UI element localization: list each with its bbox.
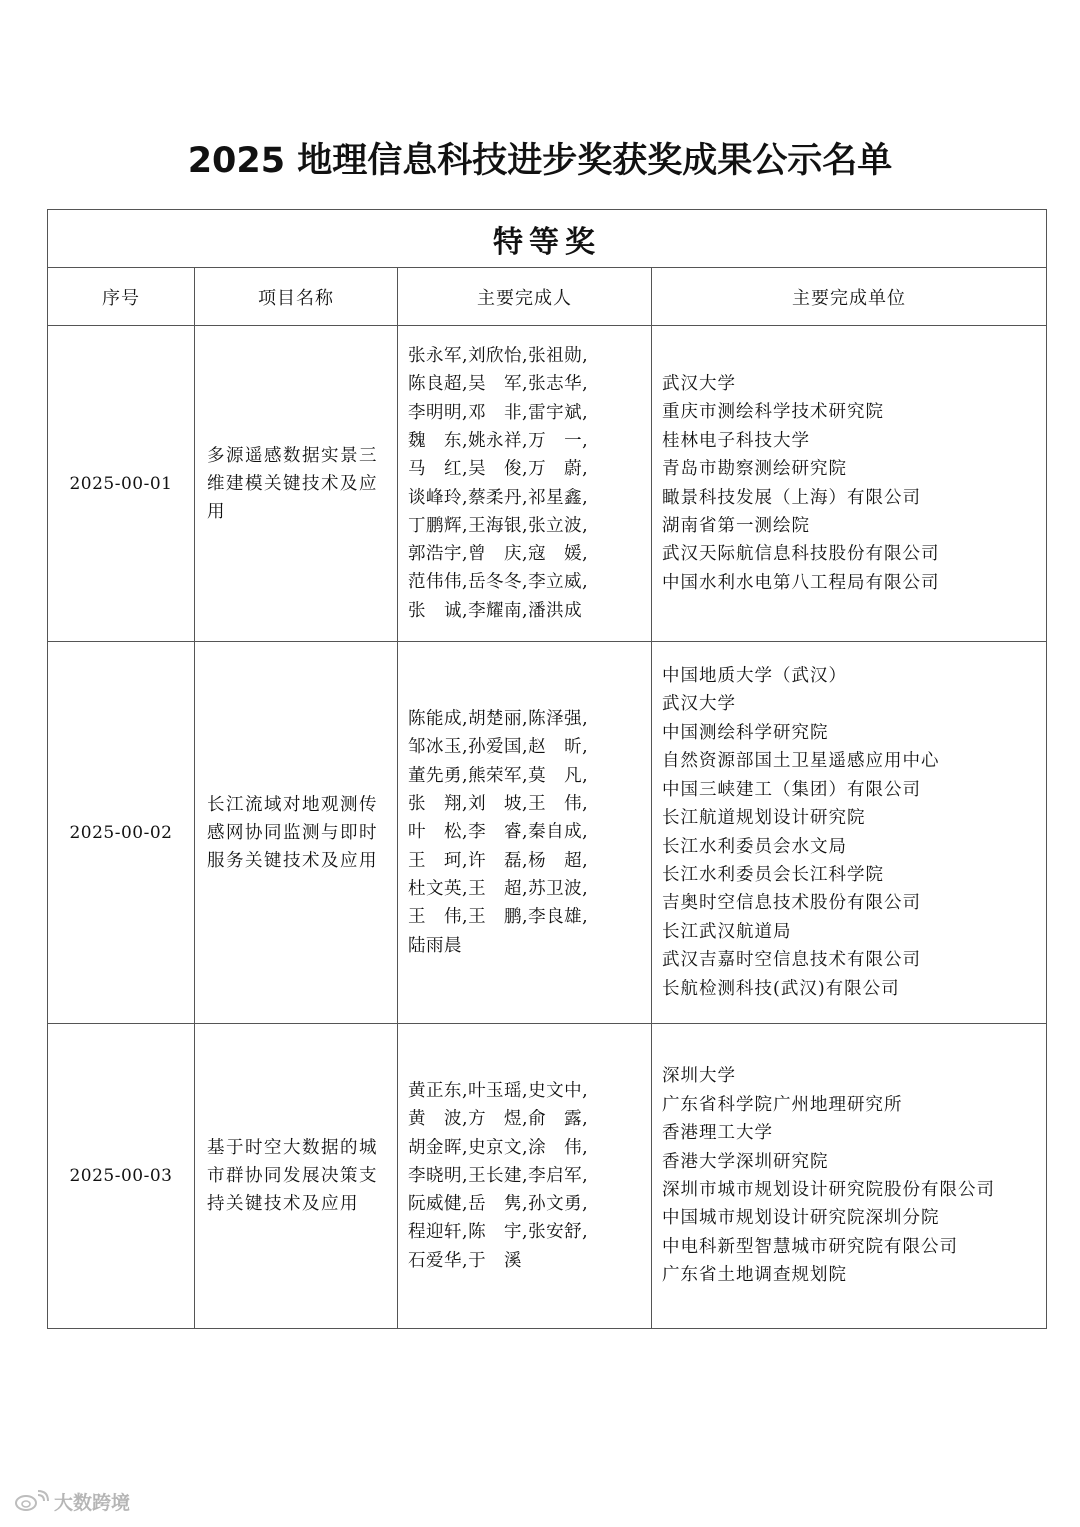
people-line: 陈能成,胡楚丽,陈泽强, bbox=[408, 709, 589, 730]
people-line: 黄 波,方 煜,俞 露, bbox=[408, 1109, 589, 1130]
people-line: 程迎轩,陈 宇,张安舒, bbox=[408, 1222, 589, 1243]
row-seq: 2025-00-02 bbox=[48, 642, 195, 1024]
watermark bbox=[14, 1488, 130, 1514]
people-line: 陆雨晨 bbox=[408, 935, 462, 956]
unit-line: 瞰景科技发展（上海）有限公司 bbox=[662, 487, 921, 508]
award-table bbox=[47, 209, 1047, 1329]
unit-line: 香港大学深圳研究院 bbox=[662, 1151, 829, 1172]
people-line: 马 红,吴 俊,万 蔚, bbox=[408, 459, 589, 480]
unit-line: 武汉大学 bbox=[662, 694, 736, 715]
unit-line: 长江水利委员会水文局 bbox=[662, 836, 847, 857]
weibo-logo-icon bbox=[14, 1489, 50, 1513]
unit-line: 湖南省第一测绘院 bbox=[662, 515, 810, 536]
unit-line: 广东省科学院广州地理研究所 bbox=[662, 1094, 903, 1115]
unit-line: 吉奥时空信息技术股份有限公司 bbox=[662, 893, 921, 914]
table-row bbox=[48, 642, 1047, 1024]
unit-line: 长航检测科技(武汉)有限公司 bbox=[662, 978, 900, 999]
unit-line: 自然资源部国土卫星遥感应用中心 bbox=[662, 751, 940, 772]
people-line: 李明明,邓 非,雷宇斌, bbox=[408, 402, 589, 423]
people-line: 邹冰玉,孙爱国,赵 昕, bbox=[408, 737, 589, 758]
unit-line: 武汉大学 bbox=[662, 373, 736, 394]
units-cell bbox=[652, 642, 1047, 1024]
people-line: 张 诚,李耀南,潘洪成 bbox=[408, 600, 583, 621]
people-line: 范伟伟,岳冬冬,李立威, bbox=[408, 572, 589, 593]
people-cell bbox=[398, 1024, 652, 1329]
column-header-units: 主要完成单位 bbox=[652, 268, 1047, 326]
column-header-seq: 序号 bbox=[48, 268, 195, 326]
people-cell bbox=[398, 326, 652, 642]
project-name: 基于时空大数据的城市群协同发展决策支持关键技术及应用 bbox=[195, 1024, 398, 1329]
units-cell bbox=[652, 1024, 1047, 1329]
row-seq: 2025-00-01 bbox=[48, 326, 195, 642]
people-line: 石爱华,于 溪 bbox=[408, 1250, 523, 1271]
people-line: 杜文英,王 超,苏卫波, bbox=[408, 878, 589, 899]
people-line: 丁鹏辉,王海银,张立波, bbox=[408, 515, 589, 536]
column-header-project: 项目名称 bbox=[195, 268, 398, 326]
unit-line: 武汉天际航信息科技股份有限公司 bbox=[662, 544, 940, 565]
unit-line: 重庆市测绘科学技术研究院 bbox=[662, 402, 884, 423]
watermark-text: 大数跨境 bbox=[54, 1491, 131, 1514]
people-line: 陈良超,吴 军,张志华, bbox=[408, 374, 589, 395]
people-line: 阮威健,岳 隽,孙文勇, bbox=[408, 1194, 589, 1215]
table-header-row bbox=[48, 268, 1047, 326]
people-line: 黄正东,叶玉瑶,史文中, bbox=[408, 1080, 589, 1101]
people-line: 叶 松,李 睿,秦自成, bbox=[408, 822, 589, 843]
people-line: 王 珂,许 磊,杨 超, bbox=[408, 850, 589, 871]
unit-line: 武汉吉嘉时空信息技术有限公司 bbox=[662, 950, 921, 971]
people-line: 张 翔,刘 坡,王 伟, bbox=[408, 794, 589, 815]
unit-line: 长江水利委员会长江科学院 bbox=[662, 864, 884, 885]
people-line: 胡金晖,史京文,涂 伟, bbox=[408, 1137, 589, 1158]
unit-line: 深圳大学 bbox=[662, 1066, 736, 1087]
row-seq: 2025-00-03 bbox=[48, 1024, 195, 1329]
unit-line: 青岛市勘察测绘研究院 bbox=[662, 459, 847, 480]
table-row bbox=[48, 326, 1047, 642]
people-line: 张永军,刘欣怡,张祖勋, bbox=[408, 346, 589, 367]
people-line: 魏 东,姚永祥,万 一, bbox=[408, 430, 589, 451]
unit-line: 长江航道规划设计研究院 bbox=[662, 808, 866, 829]
people-line: 谈峰玲,蔡柔丹,祁星鑫, bbox=[408, 487, 589, 508]
unit-line: 中电科新型智慧城市研究院有限公司 bbox=[662, 1236, 958, 1257]
units-cell bbox=[652, 326, 1047, 642]
people-line: 李晓明,王长建,李启军, bbox=[408, 1165, 589, 1186]
table-row bbox=[48, 1024, 1047, 1329]
unit-line: 桂林电子科技大学 bbox=[662, 430, 810, 451]
unit-line: 广东省土地调查规划院 bbox=[662, 1265, 847, 1286]
unit-line: 中国三峡建工（集团）有限公司 bbox=[662, 779, 921, 800]
unit-line: 深圳市城市规划设计研究院股份有限公司 bbox=[662, 1180, 995, 1200]
award-grade-heading: 特等奖 bbox=[48, 210, 1047, 268]
project-name: 多源遥感数据实景三维建模关键技术及应用 bbox=[195, 326, 398, 642]
unit-line: 长江武汉航道局 bbox=[662, 921, 792, 942]
unit-line: 中国地质大学（武汉） bbox=[662, 666, 847, 687]
people-line: 郭浩宇,曾 庆,寇 媛, bbox=[408, 544, 589, 565]
unit-line: 中国测绘科学研究院 bbox=[662, 722, 829, 743]
people-line: 王 伟,王 鹏,李良雄, bbox=[408, 907, 589, 928]
unit-line: 香港理工大学 bbox=[662, 1123, 773, 1144]
project-name: 长江流域对地观测传感网协同监测与即时服务关键技术及应用 bbox=[195, 642, 398, 1024]
unit-line: 中国水利水电第八工程局有限公司 bbox=[662, 572, 940, 593]
column-header-people: 主要完成人 bbox=[398, 268, 652, 326]
page-title: 2025 地理信息科技进步奖获奖成果公示名单 bbox=[187, 141, 893, 181]
people-cell bbox=[398, 642, 652, 1024]
people-line: 董先勇,熊荣军,莫 凡, bbox=[408, 765, 589, 786]
unit-line: 中国城市规划设计研究院深圳分院 bbox=[662, 1208, 940, 1229]
